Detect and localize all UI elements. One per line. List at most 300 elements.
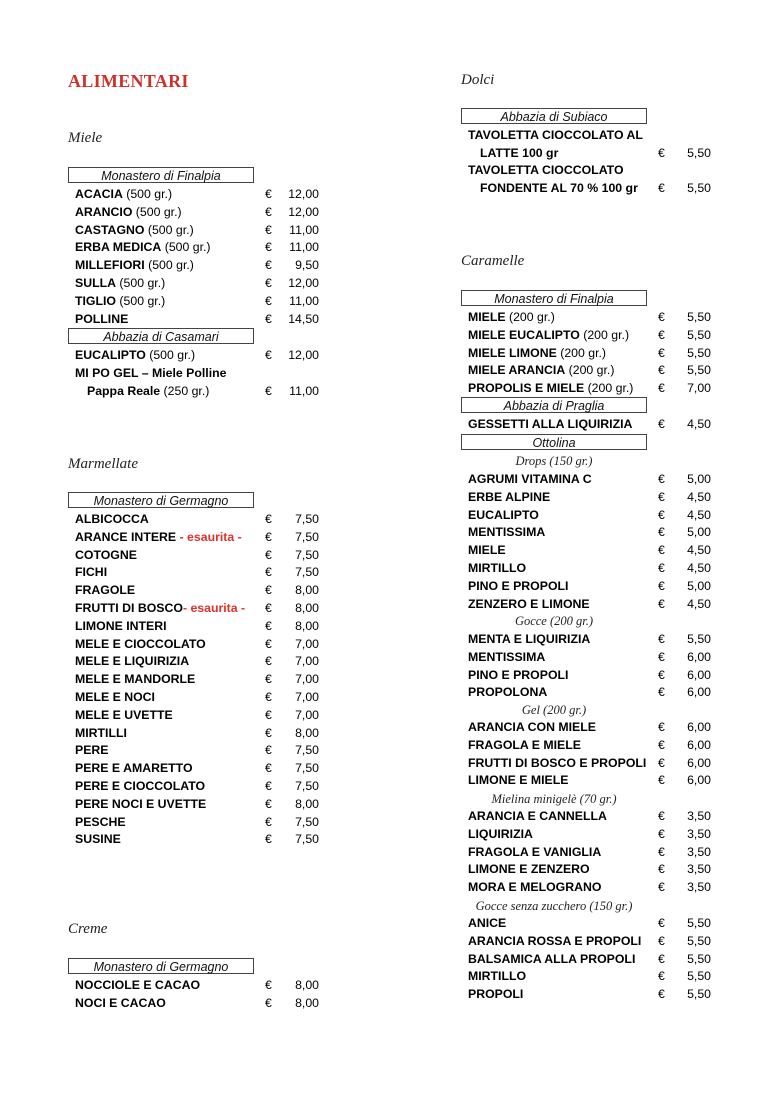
currency-symbol: € bbox=[658, 862, 665, 877]
list-item bbox=[75, 293, 319, 311]
list-item bbox=[468, 915, 711, 933]
item-quantity: (500 gr.) bbox=[116, 276, 166, 290]
currency-symbol: € bbox=[265, 383, 272, 398]
item-name bbox=[468, 649, 545, 667]
currency-symbol: € bbox=[265, 276, 272, 290]
list-item-cont bbox=[468, 180, 711, 198]
currency-symbol: € bbox=[658, 987, 665, 1002]
list-item bbox=[468, 772, 711, 790]
item-price: 9,50 bbox=[295, 258, 319, 273]
item-name bbox=[75, 725, 127, 743]
item-name bbox=[468, 951, 635, 969]
group-header-finalpia-caramelle: Monastero di Finalpia bbox=[461, 290, 647, 306]
item-name-text: EUCALIPTO bbox=[468, 507, 539, 522]
group-header-germagno-marmellate: Monastero di Germagno bbox=[68, 492, 254, 508]
list-item bbox=[75, 814, 319, 832]
item-price: 6,00 bbox=[687, 755, 711, 770]
item-name bbox=[468, 808, 607, 826]
item-name-text: LIMONE E ZENZERO bbox=[468, 862, 590, 877]
list-item bbox=[468, 471, 711, 489]
list-item bbox=[468, 596, 711, 614]
currency-symbol: € bbox=[658, 826, 665, 841]
item-name-line2: LATTE 100 gr bbox=[480, 145, 559, 160]
item-name bbox=[75, 814, 126, 832]
item-name-text: MELE E LIQUIRIZIA bbox=[75, 654, 190, 669]
item-name bbox=[75, 707, 173, 725]
currency-symbol: € bbox=[658, 472, 665, 486]
item-name-text: MIRTILLI bbox=[75, 725, 127, 740]
item-name-text: POLLINE bbox=[75, 311, 129, 326]
item-name-text: MI PO GEL – Miele Polline bbox=[75, 365, 227, 380]
list-item bbox=[75, 564, 319, 582]
item-quantity: (500 gr.) bbox=[122, 187, 173, 201]
item-price: 11,00 bbox=[289, 293, 319, 308]
item-price: 4,50 bbox=[687, 489, 711, 504]
currency-symbol: € bbox=[265, 512, 272, 526]
item-name bbox=[75, 511, 149, 529]
list-item bbox=[75, 636, 319, 654]
list-item bbox=[75, 796, 319, 814]
item-price: 4,50 bbox=[687, 561, 711, 575]
list-item bbox=[468, 667, 711, 685]
item-name bbox=[75, 239, 211, 257]
section-title-creme: Creme bbox=[68, 921, 108, 937]
item-price: 5,00 bbox=[687, 472, 711, 486]
item-price: 4,50 bbox=[687, 507, 711, 522]
item-name-line1: TAVOLETTA CIOCCOLATO AL bbox=[468, 128, 643, 142]
currency-symbol: € bbox=[658, 525, 665, 540]
item-price: 5,50 bbox=[687, 933, 711, 948]
subheader-mielina: Mielina minigelè (70 gr.) bbox=[491, 792, 617, 806]
item-price: 5,50 bbox=[687, 310, 711, 324]
item-name-line1: TAVOLETTA CIOCCOLATO bbox=[468, 163, 624, 177]
item-name bbox=[75, 547, 137, 565]
item-price: 5,00 bbox=[687, 525, 711, 540]
item-price: 5,50 bbox=[687, 951, 711, 966]
item-name-text: FICHI bbox=[75, 565, 108, 580]
item-name-text: MIRTILLO bbox=[468, 969, 527, 984]
list-item bbox=[75, 653, 319, 671]
item-name-text: MIELE LIMONE bbox=[468, 345, 557, 360]
currency-symbol: € bbox=[658, 417, 665, 431]
currency-symbol: € bbox=[265, 204, 272, 219]
section-title-caramelle: Caramelle bbox=[461, 253, 525, 269]
currency-symbol: € bbox=[265, 293, 272, 308]
list-item bbox=[75, 831, 319, 849]
subheader-gocce: Gocce (200 gr.) bbox=[514, 614, 594, 628]
item-name-text: CASTAGNO bbox=[75, 222, 145, 237]
item-name bbox=[468, 327, 629, 345]
item-name-text: MENTA E LIQUIRIZIA bbox=[468, 632, 591, 646]
item-name-text: GESSETTI ALLA LIQUIRIZIA bbox=[468, 417, 633, 431]
subheader-drops: Drops (150 gr.) bbox=[515, 454, 593, 468]
page-title: ALIMENTARI bbox=[68, 71, 189, 91]
item-name bbox=[75, 995, 166, 1013]
item-name-text: Pappa Reale bbox=[87, 383, 161, 398]
list-item bbox=[75, 582, 319, 600]
section-title-dolci: Dolci bbox=[461, 72, 495, 88]
item-name-text: LIQUIRIZIA bbox=[468, 826, 533, 841]
item-name-text: MENTISSIMA bbox=[468, 525, 546, 540]
item-name bbox=[468, 915, 506, 933]
item-quantity: (200 gr.) bbox=[556, 345, 607, 360]
item-price: 11,00 bbox=[289, 222, 319, 237]
item-price: 7,50 bbox=[295, 512, 319, 526]
list-item bbox=[468, 327, 711, 345]
list-item bbox=[468, 986, 711, 1004]
currency-symbol: € bbox=[658, 507, 665, 522]
currency-symbol: € bbox=[265, 565, 272, 580]
list-item bbox=[468, 542, 711, 560]
item-name bbox=[75, 222, 194, 240]
currency-symbol: € bbox=[265, 672, 272, 687]
list-item bbox=[468, 127, 711, 145]
item-price: 7,50 bbox=[295, 743, 319, 758]
item-name-text: PERE NOCI E UVETTE bbox=[75, 796, 207, 811]
list-item bbox=[468, 861, 711, 879]
item-name-text: ALBICOCCA bbox=[75, 512, 149, 526]
item-name-text: MELE E UVETTE bbox=[75, 707, 173, 722]
item-price: 7,50 bbox=[295, 761, 319, 776]
currency-symbol: € bbox=[658, 933, 665, 948]
item-price: 4,50 bbox=[687, 543, 711, 558]
item-name bbox=[75, 347, 195, 365]
currency-symbol: € bbox=[658, 755, 665, 770]
list-item bbox=[468, 755, 711, 773]
item-quantity: (500 gr.) bbox=[144, 222, 194, 237]
item-name bbox=[468, 596, 590, 614]
currency-symbol: € bbox=[265, 995, 272, 1010]
currency-symbol: € bbox=[265, 311, 272, 326]
item-name-text: PERE E AMARETTO bbox=[75, 761, 193, 776]
currency-symbol: € bbox=[265, 743, 272, 758]
currency-symbol: € bbox=[658, 951, 665, 966]
list-item bbox=[75, 365, 319, 383]
item-price: 7,50 bbox=[295, 814, 319, 829]
item-name-text: PROPOLI bbox=[468, 987, 524, 1002]
list-item bbox=[468, 507, 711, 525]
list-item bbox=[468, 416, 711, 434]
item-name-text: FRAGOLA E VANIGLIA bbox=[468, 844, 602, 859]
currency-symbol: € bbox=[265, 707, 272, 722]
currency-symbol: € bbox=[265, 222, 272, 237]
item-name bbox=[75, 600, 245, 618]
item-name-text: LIMONE INTERI bbox=[75, 618, 167, 633]
item-name-text: ERBA MEDICA bbox=[75, 240, 162, 255]
item-name-text: FRAGOLE bbox=[75, 583, 136, 598]
item-name bbox=[468, 578, 568, 596]
item-name-text: FRAGOLA E MIELE bbox=[468, 737, 581, 752]
currency-symbol: € bbox=[658, 543, 665, 558]
list-item bbox=[468, 560, 711, 578]
currency-symbol: € bbox=[265, 240, 272, 255]
item-name-text: PROPOLONA bbox=[468, 685, 548, 700]
currency-symbol: € bbox=[658, 578, 665, 593]
item-price: 8,00 bbox=[295, 995, 319, 1010]
list-item bbox=[75, 547, 319, 565]
item-name bbox=[75, 689, 155, 707]
item-price: 11,00 bbox=[289, 240, 319, 255]
item-price: 7,00 bbox=[295, 707, 319, 722]
item-name bbox=[468, 719, 596, 737]
list-item bbox=[75, 257, 319, 275]
subheader-senza-zucchero: Gocce senza zucchero (150 gr.) bbox=[475, 899, 633, 913]
list-item bbox=[75, 311, 319, 329]
list-item bbox=[75, 186, 319, 204]
item-name bbox=[75, 186, 172, 204]
item-price: 8,00 bbox=[295, 796, 319, 811]
item-price: 11,00 bbox=[289, 383, 319, 398]
currency-symbol: € bbox=[658, 489, 665, 504]
item-name-line2: FONDENTE AL 70 % 100 gr bbox=[480, 180, 638, 195]
item-name bbox=[468, 416, 632, 434]
item-name bbox=[75, 831, 121, 849]
list-item bbox=[75, 618, 319, 636]
item-name bbox=[75, 204, 182, 222]
item-price: 12,00 bbox=[288, 204, 319, 219]
item-quantity: (200 gr.) bbox=[505, 310, 555, 324]
item-name bbox=[468, 755, 646, 773]
list-item bbox=[468, 808, 711, 826]
currency-symbol: € bbox=[265, 529, 272, 544]
item-name-text: MIELE bbox=[468, 310, 506, 324]
section-title-miele: Miele bbox=[68, 130, 103, 146]
list-item bbox=[75, 778, 319, 796]
item-price: 7,50 bbox=[295, 547, 319, 562]
currency-symbol: € bbox=[658, 685, 665, 700]
item-name-text: PINO E PROPOLI bbox=[468, 667, 569, 682]
list-item bbox=[75, 383, 319, 401]
list-item bbox=[468, 826, 711, 844]
currency-symbol: € bbox=[658, 880, 665, 895]
list-item bbox=[468, 737, 711, 755]
item-price: 8,00 bbox=[295, 583, 319, 598]
currency-symbol: € bbox=[658, 561, 665, 575]
item-name bbox=[468, 471, 592, 489]
item-name-text: ARANCIA ROSSA E PROPOLI bbox=[468, 933, 642, 948]
currency-symbol: € bbox=[265, 258, 272, 273]
item-name-text: ARANCIA CON MIELE bbox=[468, 720, 596, 734]
item-name bbox=[75, 275, 165, 293]
item-price: 7,50 bbox=[295, 832, 319, 847]
list-item bbox=[468, 879, 711, 897]
item-name bbox=[75, 796, 206, 814]
item-name bbox=[75, 653, 189, 671]
list-item bbox=[75, 671, 319, 689]
item-price: 6,00 bbox=[687, 649, 711, 664]
item-quantity: (500 gr.) bbox=[116, 293, 166, 308]
item-name-text: EUCALIPTO bbox=[75, 348, 146, 362]
item-price: 7,00 bbox=[295, 636, 319, 651]
currency-symbol: € bbox=[265, 187, 272, 201]
item-name bbox=[75, 365, 226, 383]
item-price: 7,00 bbox=[295, 654, 319, 669]
list-item bbox=[468, 578, 711, 596]
list-item bbox=[468, 362, 711, 380]
item-price: 5,50 bbox=[687, 987, 711, 1002]
item-price: 6,00 bbox=[687, 737, 711, 752]
currency-symbol: € bbox=[658, 667, 665, 682]
currency-symbol: € bbox=[265, 547, 272, 562]
item-name bbox=[468, 986, 523, 1004]
item-price: 7,00 bbox=[687, 381, 711, 396]
currency-symbol: € bbox=[658, 596, 665, 611]
currency-symbol: € bbox=[265, 779, 272, 793]
item-price: 8,00 bbox=[295, 601, 319, 615]
item-name-text: BALSAMICA ALLA PROPOLI bbox=[468, 951, 636, 966]
item-price: 5,50 bbox=[687, 916, 711, 930]
item-name bbox=[468, 968, 526, 986]
item-quantity: (500 gr.) bbox=[144, 258, 194, 273]
item-price: 14,50 bbox=[288, 311, 319, 326]
item-name-text: ANICE bbox=[468, 916, 507, 930]
item-name bbox=[468, 309, 555, 327]
item-name bbox=[468, 380, 633, 398]
item-name-text: FRUTTI DI BOSCO bbox=[75, 601, 183, 615]
item-name bbox=[75, 636, 206, 654]
list-item bbox=[75, 204, 319, 222]
item-quantity: (500 gr.) bbox=[132, 204, 182, 219]
item-price: 4,50 bbox=[687, 417, 711, 431]
item-name bbox=[468, 489, 550, 507]
item-name-text: MELE E CIOCCOLATO bbox=[75, 636, 206, 651]
item-quantity: (250 gr.) bbox=[160, 383, 210, 398]
item-name-text: SUSINE bbox=[75, 832, 121, 847]
list-item bbox=[468, 524, 711, 542]
list-item bbox=[468, 649, 711, 667]
list-item bbox=[75, 529, 319, 547]
list-item bbox=[468, 380, 711, 398]
currency-symbol: € bbox=[265, 796, 272, 811]
item-name-text: PROPOLIS E MIELE bbox=[468, 381, 585, 396]
item-name-text: MIELE bbox=[468, 543, 506, 558]
group-header-ottolina: Ottolina bbox=[461, 434, 647, 450]
item-quantity: (200 gr.) bbox=[579, 327, 630, 342]
item-name bbox=[468, 631, 590, 649]
item-name-text: MELE E NOCI bbox=[75, 690, 155, 704]
item-name-text: ACACIA bbox=[75, 187, 123, 201]
currency-symbol: € bbox=[265, 978, 272, 992]
item-name-text: ERBE ALPINE bbox=[468, 489, 551, 504]
currency-symbol: € bbox=[658, 773, 665, 788]
list-item bbox=[75, 347, 319, 365]
item-name-text: ZENZERO E LIMONE bbox=[468, 596, 590, 611]
item-name bbox=[75, 582, 135, 600]
list-item bbox=[75, 600, 319, 618]
currency-symbol: € bbox=[658, 649, 665, 664]
currency-symbol: € bbox=[265, 832, 272, 847]
currency-symbol: € bbox=[265, 654, 272, 669]
item-name bbox=[468, 684, 547, 702]
item-name-text: COTOGNE bbox=[75, 547, 137, 562]
item-price: 5,00 bbox=[687, 578, 711, 593]
item-name-text: PERE bbox=[75, 743, 109, 758]
list-item bbox=[468, 345, 711, 363]
group-header-finalpia: Monastero di Finalpia bbox=[68, 167, 254, 183]
list-item bbox=[468, 162, 711, 180]
item-name bbox=[75, 778, 205, 796]
currency-symbol: € bbox=[658, 310, 665, 324]
item-name-text: MENTISSIMA bbox=[468, 649, 546, 664]
item-name-text: MORA E MELOGRANO bbox=[468, 880, 602, 895]
item-name bbox=[75, 257, 194, 275]
item-price: 3,50 bbox=[687, 826, 711, 841]
currency-symbol: € bbox=[265, 690, 272, 704]
item-name-text: PINO E PROPOLI bbox=[468, 578, 569, 593]
currency-symbol: € bbox=[658, 145, 665, 160]
item-price: 7,50 bbox=[295, 529, 319, 544]
item-price: 5,50 bbox=[687, 145, 711, 160]
currency-symbol: € bbox=[658, 180, 665, 195]
item-quantity: (200 gr.) bbox=[584, 381, 634, 396]
item-price: 3,50 bbox=[687, 809, 711, 823]
group-header-subiaco: Abbazia di Subiaco bbox=[461, 108, 647, 124]
item-name-text: MILLEFIORI bbox=[75, 258, 145, 273]
item-name-text: MIELE ARANCIA bbox=[468, 363, 566, 378]
item-name bbox=[75, 564, 107, 582]
list-item bbox=[75, 689, 319, 707]
item-price: 7,50 bbox=[295, 779, 319, 793]
item-name bbox=[75, 618, 167, 636]
item-name-text: ARANCIA E CANNELLA bbox=[468, 809, 607, 823]
currency-symbol: € bbox=[265, 618, 272, 633]
item-price: 5,50 bbox=[687, 327, 711, 342]
item-quantity: (500 gr.) bbox=[161, 240, 211, 255]
item-name-text: AGRUMI VITAMINA C bbox=[468, 472, 592, 486]
currency-symbol: € bbox=[265, 348, 272, 362]
item-name bbox=[75, 293, 165, 311]
item-price: 12,00 bbox=[288, 276, 319, 290]
item-name bbox=[468, 737, 581, 755]
currency-symbol: € bbox=[658, 345, 665, 360]
item-price: 6,00 bbox=[687, 720, 711, 734]
item-price: 5,50 bbox=[687, 345, 711, 360]
item-quantity: (200 gr.) bbox=[565, 363, 615, 378]
list-item bbox=[75, 239, 319, 257]
item-name bbox=[75, 742, 109, 760]
item-price: 6,00 bbox=[687, 773, 711, 788]
item-name-text: MIELE EUCALIPTO bbox=[468, 327, 580, 342]
list-item bbox=[468, 844, 711, 862]
currency-symbol: € bbox=[265, 761, 272, 776]
list-item bbox=[75, 977, 319, 995]
item-price: 7,00 bbox=[295, 672, 319, 687]
subheader-gel: Gel (200 gr.) bbox=[521, 703, 587, 717]
list-item bbox=[468, 719, 711, 737]
item-price: 6,00 bbox=[687, 685, 711, 700]
item-price: 7,00 bbox=[295, 690, 319, 704]
item-price: 5,50 bbox=[687, 969, 711, 984]
item-price: 4,50 bbox=[687, 596, 711, 611]
item-price: 3,50 bbox=[687, 880, 711, 895]
item-quantity: (500 gr.) bbox=[145, 348, 196, 362]
item-name-text: FRUTTI DI BOSCO E PROPOLI bbox=[468, 755, 647, 770]
item-name bbox=[468, 542, 506, 560]
item-name bbox=[468, 772, 568, 790]
item-name bbox=[87, 383, 209, 401]
list-item bbox=[468, 309, 711, 327]
list-item bbox=[468, 933, 711, 951]
item-name bbox=[75, 311, 128, 329]
currency-symbol: € bbox=[658, 969, 665, 984]
group-header-germagno-creme: Monastero di Germagno bbox=[68, 958, 254, 974]
currency-symbol: € bbox=[265, 636, 272, 651]
item-name-text: NOCI E CACAO bbox=[75, 995, 166, 1010]
item-name-text: MIRTILLO bbox=[468, 561, 527, 575]
soldout-label: - esaurita - bbox=[182, 601, 246, 615]
section-title-marmellate: Marmellate bbox=[68, 456, 138, 472]
group-header-praglia: Abbazia di Praglia bbox=[461, 397, 647, 413]
